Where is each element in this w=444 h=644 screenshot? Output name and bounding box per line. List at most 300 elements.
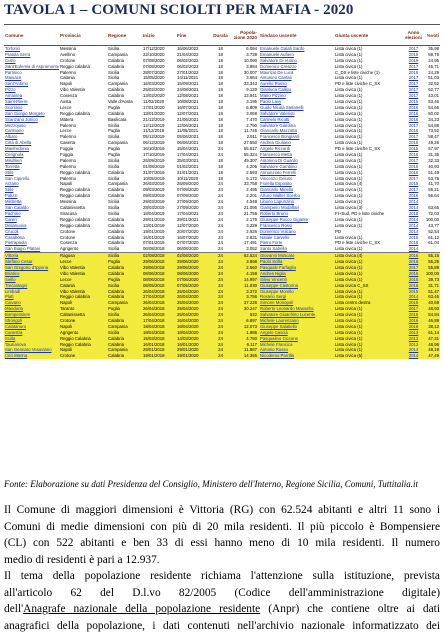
table-cell: 58,47 [428, 134, 439, 140]
sindaco-link[interactable]: Guido Nicola Stefanelli [260, 104, 304, 110]
anno-link[interactable]: 2016 [408, 128, 419, 134]
table-cell: 13/01/2020 [143, 110, 165, 116]
anno-link[interactable]: 2014 [408, 347, 419, 353]
table-cell: 18/04/2018 [143, 329, 165, 335]
sindaco-link[interactable]: Aurelio Russo [260, 81, 287, 87]
comune-link[interactable]: San Cipirello [5, 175, 30, 181]
table-cell: 06/02/2022 [177, 57, 199, 63]
table-cell: Crotone [60, 228, 76, 234]
table-cell: Crotone [60, 234, 76, 240]
comune-link[interactable]: Casabona [5, 234, 25, 240]
sindaco-link[interactable]: Salvatore Gioachino Lucente [260, 312, 316, 318]
comune-link[interactable]: Sant'Eufemia di Aspromonte [5, 63, 59, 69]
comune-link[interactable]: Vittoria [5, 253, 19, 259]
sindaco-link[interactable]: Giovanni Moscato [260, 253, 295, 259]
table-cell: 21/04/2022 [177, 51, 199, 57]
comune-link[interactable]: Trecastagni [5, 282, 28, 288]
comune-link[interactable]: Manfredonia [5, 146, 29, 152]
table-body [4, 46, 440, 359]
comune-link[interactable]: Stefano Cesar [5, 259, 33, 265]
table-cell: 15/03/2018 [143, 335, 165, 341]
anno-link[interactable]: 2015 [408, 276, 419, 282]
table-cell: 02/08/2018 [143, 253, 165, 259]
sindaco-link[interactable]: Francesco Rossi [260, 222, 292, 228]
table-cell: 2.926 [246, 228, 257, 234]
anno-link[interactable]: 2013 [408, 335, 419, 341]
anno-link[interactable]: 2016 [408, 259, 419, 265]
table-cell: 11/12/2019 [143, 128, 165, 134]
table-cell: 63,46 [428, 294, 439, 300]
sindaco-link[interactable]: Giuseppe Castorina [260, 282, 298, 288]
comune-link[interactable]: Stilo [5, 169, 14, 175]
sindaco-link[interactable]: Santo Sabella [260, 246, 287, 252]
sindaco-link[interactable]: Annunziato Ferrelli [260, 169, 296, 175]
anno-link[interactable]: 2013 [408, 341, 419, 347]
comune-link[interactable]: Città di Abella [5, 140, 32, 146]
table-cell: 22/10/2020 [143, 51, 165, 57]
sindaco-link[interactable]: Giancarlo Mazzotta [260, 128, 298, 134]
table-cell: 12/07/2021 [177, 110, 199, 116]
anno-link[interactable]: 2013 [408, 329, 419, 335]
sindaco-link[interactable]: Rosario Sergi [260, 294, 287, 300]
anno-link[interactable]: 2014 [408, 353, 419, 359]
sindaco-link[interactable]: Natale Carvello [260, 234, 290, 240]
comune-link[interactable]: Misilmeri [5, 157, 22, 163]
sindaco-link[interactable]: Maurizio De Luca [260, 69, 294, 75]
paragraph-line [4, 601, 440, 618]
sindaco-link[interactable]: Silvio Vincenti [260, 276, 287, 282]
sindaco-link[interactable]: Andrea Niglia [260, 270, 286, 276]
anno-link[interactable]: 2016 [408, 169, 419, 175]
anno-link[interactable]: 2016 [408, 116, 419, 122]
table-cell: 08/06/2018 [143, 276, 165, 282]
table-cell: 55,21 [428, 187, 439, 193]
comune-link[interactable]: Caivano [5, 300, 21, 306]
table-cell: 06/08/2018 [143, 246, 165, 252]
table-cell: 24 [218, 341, 223, 347]
sindaco-link[interactable]: Nicodemo Parrilla [260, 353, 294, 359]
table-cell: 33.758 [243, 181, 257, 187]
comune-link[interactable]: Scanzano Jonico [5, 116, 38, 122]
table-cell: Caltanissetta [60, 312, 85, 318]
comune-link[interactable]: San Cataldo [5, 205, 29, 211]
anno-link[interactable]: 2017 [408, 81, 419, 87]
table-cell: 17/04/2021 [177, 210, 199, 216]
anno-link[interactable]: 2017 [408, 134, 419, 140]
table-cell: Lista civica (1) [335, 347, 363, 353]
table-cell: 17.491 [243, 240, 257, 246]
comune-link[interactable]: Stilo [5, 187, 14, 193]
table-cell: Palermo [60, 175, 77, 181]
anno-link[interactable]: 2018 [408, 210, 419, 216]
table-cell: 13/01/2019 [143, 222, 165, 228]
table-cell: 55,89 [428, 264, 439, 270]
sindaco-link[interactable]: Roberto Bruno [260, 210, 288, 216]
sindaco-link[interactable]: Giampiero Modaffari [260, 205, 299, 211]
table-cell: 18 [218, 75, 223, 81]
table-cell: 24 [218, 193, 223, 199]
table-cell: Calabria [108, 228, 125, 234]
sindaco-link[interactable]: Angelo Cascià [260, 329, 288, 335]
table-cell: Palermo [60, 134, 77, 140]
anno-link[interactable]: 2017 [408, 122, 419, 128]
anno-link[interactable]: 2015 [408, 146, 419, 152]
table-cell: 24/08/2021 [177, 87, 199, 93]
comune-link[interactable]: Torretta [5, 163, 20, 169]
table-cell: Palermo [60, 157, 77, 163]
table-cell: 3.756 [246, 294, 257, 300]
comune-link[interactable]: Arzano [5, 181, 19, 187]
table-cell: 18 [218, 69, 223, 75]
column-header: Inizio [143, 32, 155, 38]
anno-link[interactable]: 2017 [408, 306, 419, 312]
paragraph-line: Il Comune di maggiori dimensioni è Vittoria (RG) con 62.524 abitanti e altri 11 sono i [4, 504, 440, 516]
sindaco-link[interactable]: Giuseppe Morello [260, 288, 294, 294]
table-cell: Caltanissetta [60, 205, 85, 211]
anno-link[interactable]: 2017 [408, 93, 419, 99]
table-cell: Reggio calabria [60, 110, 90, 116]
table-cell: 16/07/2020 [177, 234, 199, 240]
table-cell: 24 [218, 152, 223, 158]
anno-link[interactable]: 2017 [408, 63, 419, 69]
comune-link[interactable]: Cutro [5, 57, 16, 63]
comune-link[interactable]: Pizzo [5, 87, 16, 93]
table-cell: 52,54 [428, 228, 439, 234]
table-cell: 11/06/2021 [177, 128, 199, 134]
table-cell: 24,29 [428, 69, 439, 75]
comune-link[interactable]: Scorrano [5, 104, 23, 110]
table-cell: C_DX e liste civiche (1) [335, 69, 380, 75]
comune-link[interactable]: San Gennaro Vesuviano [5, 347, 52, 353]
table-cell: Sicilia [108, 46, 120, 51]
comune-link[interactable]: Palizzi [5, 193, 18, 199]
anno-link[interactable]: 2017 [408, 264, 419, 270]
anno-link[interactable]: 2016 [408, 110, 419, 116]
anno-link[interactable]: 2018 [408, 69, 419, 75]
anno-link[interactable]: 2017 [408, 46, 419, 51]
table-cell: Lista civica (1) [335, 294, 363, 300]
comune-link[interactable]: Calatanuro [5, 323, 27, 329]
paragraph-line: all'articolo 62 del D.l.vo 82/2005 (Codice dell'amministrazione digitale) [4, 586, 440, 599]
comune-link[interactable]: Delianuova [5, 222, 27, 228]
comune-link[interactable]: Albaro [5, 134, 18, 140]
sindaco-link[interactable]: Pasqualino Ciccone [260, 335, 298, 341]
comune-link[interactable]: San Biagio Platani [5, 246, 41, 252]
sindaco-link[interactable]: Andrea Giuliano [260, 140, 291, 146]
table-cell: Reggio calabria [60, 187, 90, 193]
table-cell: Puglia [108, 306, 120, 312]
anno-link[interactable]: 2015 [408, 181, 419, 187]
table-cell: Napoli [60, 181, 73, 187]
table-cell: Lista civica (1) [335, 99, 363, 105]
comune-link[interactable]: Mistretta [5, 199, 22, 205]
comune-link[interactable]: San Gregorio d'Ippona [5, 264, 49, 270]
table-cell: 29/01/2018 [143, 347, 165, 353]
table-cell: 100,00 [425, 216, 439, 222]
sindaco-link[interactable]: Michele Francica [260, 341, 293, 347]
anno-link[interactable]: 2014 [408, 199, 419, 205]
comune-link[interactable]: Pietrapaola [5, 240, 27, 246]
table-cell: Sicilia [108, 163, 120, 169]
column-header: Provincia [60, 32, 81, 38]
sindaco-link[interactable]: Pasquale Farfaglia [260, 264, 296, 270]
sindaco-link[interactable]: Emanuele Aufiero [260, 51, 294, 57]
paragraph-line: Il tema della popolazione residente richiama l'attenzione sulla istituzione, prevista [4, 570, 440, 582]
anno-link[interactable]: 2017 [408, 187, 419, 193]
sindaco-link[interactable]: Roberto Leonardo Massafra [260, 306, 314, 312]
table-cell: 18 [218, 134, 223, 140]
table-cell: 2.560 [246, 264, 257, 270]
table-cell: 61,14 [428, 329, 439, 335]
table-cell: 3.195 [246, 99, 257, 105]
sindaco-link[interactable]: Vincenzo Geluso [260, 175, 293, 181]
anno-link[interactable]: 2016 [408, 152, 419, 158]
table-cell: 3.868 [246, 259, 257, 265]
table-cell: Calabria [108, 57, 125, 63]
anno-link[interactable]: 2014 [408, 222, 419, 228]
comune-link[interactable]: Scilla [5, 335, 16, 341]
table-cell: 18 [218, 46, 223, 51]
sindaco-link[interactable]: Domenico Vulcano [260, 228, 296, 234]
table-cell: Reggio calabria [60, 216, 90, 222]
sindaco-link[interactable]: Giancarlo Miriello [260, 187, 294, 193]
comune-link[interactable]: Crucoli [5, 228, 19, 234]
comune-link[interactable]: Amantea [5, 93, 23, 99]
comune-link[interactable]: Carmiano [5, 128, 24, 134]
comune-link[interactable]: Briatico [5, 270, 20, 276]
comune-link[interactable]: Pratola Serra [5, 51, 31, 57]
anno-link[interactable]: 2014 [408, 228, 419, 234]
anno-link[interactable]: 2017 [408, 175, 419, 181]
table-cell: 17/04/2021 [177, 152, 199, 158]
table-cell: 29/06/2020 [177, 264, 199, 270]
table-cell: 15/05/2020 [143, 75, 165, 81]
anno-link[interactable]: 2016 [408, 282, 419, 288]
sindaco-link[interactable]: Arturo Walter Scerbo [260, 193, 300, 199]
paragraph-line: anagrafici della popolazione, i dati contenuti nell'archivio nazionale informatizzato dei [4, 619, 440, 632]
paragraph-line: medio di residenti è pari a 12.937. [4, 553, 160, 566]
sindaco-link[interactable]: Salvatore Giardina [260, 122, 296, 128]
sindaco-link[interactable]: Antonino Cantali [260, 75, 292, 81]
table-cell: 24 [218, 294, 223, 300]
column-header: %voti [426, 32, 439, 38]
anno-link[interactable]: 2016 [408, 270, 419, 276]
table-cell: 24 [218, 253, 223, 259]
table-cell: 27/09/2020 [177, 205, 199, 211]
sindaco-link[interactable]: Carmelo Ricotti [260, 116, 290, 122]
anno-link[interactable]: 2016 [408, 140, 419, 146]
table-cell: Calabria [108, 169, 125, 175]
table-cell: 12/12/2019 [143, 122, 165, 128]
table-cell: Calabria [108, 294, 125, 300]
comune-link[interactable]: Manduria [5, 306, 23, 312]
sindaco-link[interactable]: Angelo Riccardi [260, 146, 291, 152]
sindaco-link[interactable]: Antonio Russo [260, 347, 288, 353]
table-cell: Lista civica (1) [335, 264, 363, 270]
table-cell: 07/06/2020 [177, 276, 199, 282]
table-cell: 11.746 [244, 128, 257, 134]
sindaco-link[interactable]: Salvatore Valerioti [260, 110, 295, 116]
sindaco-link[interactable]: Mario Pizzino [260, 93, 286, 99]
table-cell: 24 [218, 323, 223, 329]
table-cell: 24 [218, 306, 223, 312]
table-cell: 24 [218, 181, 223, 187]
table-cell: Catania [60, 282, 75, 288]
table-cell: Sicilia [108, 246, 120, 252]
table-cell: 10/08/2021 [177, 99, 199, 105]
sindaco-link[interactable]: Pietro Forte [260, 240, 283, 246]
anno-link[interactable]: 2019 [408, 57, 419, 63]
table-cell: 6.897 [246, 317, 257, 323]
anno-link[interactable]: 2014 [408, 294, 419, 300]
table-cell: Calabria [108, 87, 125, 93]
comune-link[interactable]: Limbadi [5, 288, 21, 294]
comune-link[interactable]: San Giorgio Morgeto [5, 110, 45, 116]
sindaco-link[interactable]: Gianluca Callipo [260, 87, 292, 93]
sindaco-link[interactable]: Francesco Bongiardi [260, 134, 300, 140]
comune-link[interactable]: Mezzojuso [5, 122, 26, 128]
anno-link[interactable]: 2016 [408, 317, 419, 323]
table-cell: Caserta [60, 140, 76, 146]
table-cell: 16/03/2020 [143, 81, 165, 87]
table-cell: Vibo Valentia [60, 270, 85, 276]
anno-link[interactable]: 2014 [408, 246, 419, 252]
comune-link[interactable]: Sant'Antimo [5, 81, 29, 87]
sindaco-link[interactable]: Liborio Lapunzina [260, 199, 294, 205]
sindaco-link[interactable]: Paolo Scilla [260, 259, 283, 265]
anno-link[interactable]: 2016 [408, 104, 419, 110]
table-cell: 08/06/2020 [177, 270, 199, 276]
table-cell: 2.495 [246, 187, 257, 193]
sindaco-link[interactable]: Fiorella Esposito [260, 181, 292, 187]
comune-link[interactable]: Tortorici [5, 46, 21, 51]
comune-link[interactable]: Saint-Pierre [5, 99, 28, 105]
comune-link[interactable]: Canestra [5, 329, 23, 335]
sindaco-link[interactable]: Domenico Creazzo [260, 63, 297, 69]
table-cell: Lista civica (1) [335, 152, 363, 158]
table-cell: 24 [218, 288, 223, 294]
sindaco-link[interactable]: Paolo Lavy [260, 99, 282, 105]
table-cell: 30.007 [243, 69, 257, 75]
anno-link[interactable]: 2015 [408, 288, 419, 294]
anno-link[interactable]: 2015 [408, 300, 419, 306]
table-cell: 18 [218, 93, 223, 99]
anno-link[interactable]: 2017 [408, 75, 419, 81]
comune-link[interactable]: Careri [5, 216, 17, 222]
anno-link[interactable]: 2017 [408, 157, 419, 163]
anno-link[interactable]: 2014 [408, 205, 419, 211]
sindaco-link[interactable]: Francesco Metta [260, 152, 293, 158]
sindaco-link[interactable]: Michele Laurenzano [260, 317, 299, 323]
table-cell: 29/01/2020 [177, 347, 199, 353]
table-cell: Campania [108, 323, 128, 329]
source-note: Fonte: Elaborazione su dati Presidenza del Consiglio, Ministero dell'Interno, Regione Sicilia, Comuni, Tuttitalia.it [4, 479, 418, 489]
comune-link[interactable]: Bompensiere [5, 312, 31, 318]
table-cell: 43,01 [428, 93, 439, 99]
anno-link[interactable]: 2015 [408, 234, 419, 240]
table-cell: Calabria [108, 187, 125, 193]
table-cell: 32,52 [428, 81, 439, 87]
sindaco-link[interactable]: Simone Monopoli [260, 300, 294, 306]
table-cell: 29/01/2021 [177, 216, 199, 222]
table-cell: 29/06/2018 [143, 259, 165, 265]
sindaco-link[interactable]: Emanuele Galati Sardo [260, 46, 305, 51]
table-cell: Lista civica (1) [335, 222, 363, 228]
table-cell: 24 [218, 234, 223, 240]
table-cell: 16/06/2022 [177, 46, 199, 51]
comune-link[interactable]: Strongoli [5, 317, 22, 323]
table-cell: Agrigento [60, 329, 79, 335]
comune-link[interactable]: Partinico [5, 69, 22, 75]
comune-link[interactable]: Siello [5, 276, 16, 282]
table-cell: Napoli [60, 81, 73, 87]
table-cell: Lecce [60, 276, 72, 282]
comune-link[interactable]: Cerignola [5, 152, 24, 158]
table-cell: 01/08/2019 [143, 163, 165, 169]
table-cell: 57,97 [428, 146, 439, 152]
comune-link[interactable]: Taurianova [5, 341, 27, 347]
table-cell: 47,31 [428, 335, 439, 341]
comune-link[interactable]: Maniace [5, 75, 22, 81]
anno-link[interactable]: 2017 [408, 87, 419, 93]
anno-link[interactable]: 2018 [408, 323, 419, 329]
table-cell: Napoli [60, 323, 73, 329]
anno-link[interactable]: 2014 [408, 216, 419, 222]
table-cell: 14.997 [243, 276, 257, 282]
anno-link[interactable]: 2015 [408, 99, 419, 105]
sindaco-link[interactable]: Giuseppe Salatiello [260, 323, 298, 329]
table-cell: 54,88 [428, 122, 439, 128]
table-cell: 18 [218, 140, 223, 146]
anno-link[interactable]: 2016 [408, 253, 419, 259]
table-cell: 11.030 [244, 282, 257, 288]
anno-link[interactable]: 2015 [408, 312, 419, 318]
table-cell: Calabria [108, 110, 125, 116]
sindaco-link[interactable]: Salvatore Di Vuono [260, 57, 297, 63]
table-cell: Puglia [108, 146, 120, 152]
column-header: Durata [213, 32, 228, 38]
anpr-link[interactable]: Anagrafe nazionale della popolazione residente [23, 603, 261, 616]
table-cell: 24 [218, 347, 223, 353]
table-cell: PD e liste civiche C_SX [335, 146, 381, 152]
sindaco-link[interactable]: Giuseppe Rocco Gigante [260, 216, 309, 222]
anno-link[interactable]: 2019 [408, 51, 419, 57]
table-cell: 43,77 [428, 222, 439, 228]
comune-link[interactable]: Pachino [5, 210, 21, 216]
anno-link[interactable]: 2016 [408, 193, 419, 199]
anno-link[interactable]: 2018 [408, 240, 419, 246]
table-cell: 06/08/2020 [177, 246, 199, 252]
table-cell: FI+Sud, PD e liste civiche [335, 210, 385, 216]
sindaco-link[interactable]: Salvatore Gambino [260, 163, 297, 169]
table-cell: 10.090 [243, 57, 257, 63]
table-cell [422, 246, 440, 252]
table-cell: 4.548 [246, 199, 257, 205]
comune-link[interactable]: Ciró Marina [5, 353, 28, 359]
table-cell: Lista civica (1) [335, 234, 363, 240]
table-cell: 24 [218, 282, 223, 288]
paragraph-2 [4, 568, 440, 634]
anno-link[interactable]: 2016 [408, 163, 419, 169]
table-cell: Puglia [108, 259, 120, 265]
column-header: Anno elezioni [405, 30, 422, 40]
table-cell: Calabria [108, 222, 125, 228]
sindaco-link[interactable]: Antonino Di Guardo [260, 157, 298, 163]
table-cell: 32,33 [428, 157, 439, 163]
table-cell: 24 [218, 317, 223, 323]
table-row [4, 246, 440, 252]
comune-link[interactable]: Platì [5, 294, 14, 300]
